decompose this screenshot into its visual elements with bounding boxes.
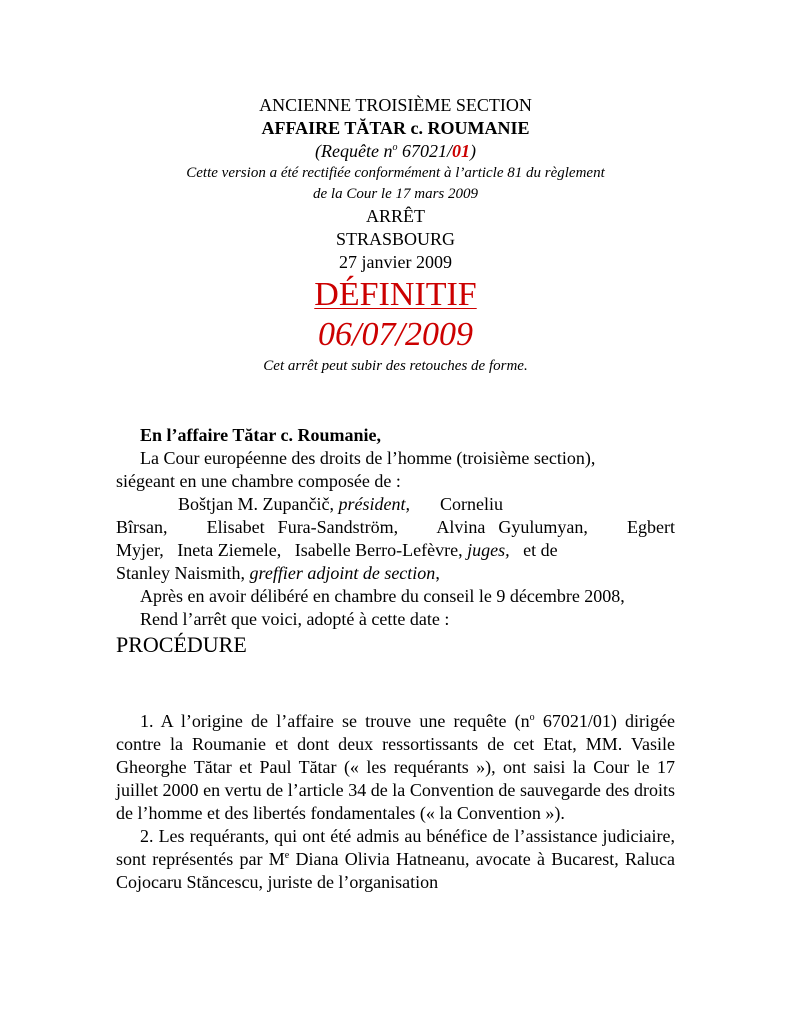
- registrar-role: greffier adjoint de section: [249, 563, 436, 583]
- procedure-section: [116, 710, 675, 894]
- court-composition-line1: La Cour européenne des droits de l’homme (troisième section),: [140, 448, 596, 468]
- registrar-name: Stanley Naismith,: [116, 563, 250, 583]
- final-status-title: DÉFINITIF: [314, 276, 477, 313]
- president-line: [116, 493, 675, 516]
- president-role: président,: [338, 494, 410, 514]
- judgment-header: [110, 94, 681, 377]
- intro-heading: En l’affaire Tătar c. Roumanie,: [140, 425, 381, 445]
- registrar-line: [116, 562, 675, 585]
- deliberation-paragraph: Après en avoir délibéré en chambre du conseil le 9 décembre 2008,: [140, 586, 625, 606]
- judgment-label: ARRÊT: [365, 206, 425, 226]
- paragraph-2: [116, 825, 675, 894]
- judges-and: et de: [509, 540, 558, 560]
- adoption-paragraph: Rend l’arrêt que voici, adopté à cette date :: [140, 609, 450, 629]
- case-title: AFFAIRE TĂTAR c. ROUMANIE: [261, 118, 530, 138]
- application-prefix: (Requête n: [315, 141, 393, 161]
- paragraph-1-rest: 67021/01) dirigée contre la Roumanie et dont deux ressortissants de cet Etat, MM. Vasile Gheorghe Tătar et Paul Tătar (« les requérants »), ont saisi la Cour le 17 juillet 2000 en vertu de l’article 34 de la Convention de sauvegarde des droits de l’homme et des libertés fondamentales (« la Convention »).: [116, 711, 675, 823]
- final-status-date: 06/07/2009: [318, 316, 473, 353]
- judges-names: Myjer, Ineta Ziemele, Isabelle Berro-Lefèvre,: [116, 540, 468, 560]
- paragraph-1-sup: o: [529, 712, 535, 723]
- judges-line2: Bîrsan, Elisabet Fura-Sandström, Alvina Gyulumyan, Egbert: [116, 517, 675, 537]
- court-composition-line2: siégeant en une chambre composée de :: [116, 471, 401, 491]
- president-name: Boštjan M. Zupančič,: [178, 494, 339, 514]
- paragraph-1-start: 1. A l’origine de l’affaire se trouve une requête (n: [140, 711, 530, 731]
- procedure-heading: PROCÉDURE: [116, 632, 247, 657]
- rectification-note-line1: Cette version a été rectifiée conformément à l’article 81 du règlement: [186, 165, 605, 181]
- rectification-note-line2: de la Cour le 17 mars 2009: [313, 186, 478, 202]
- section-name: ANCIENNE TROISIÈME SECTION: [259, 95, 532, 115]
- judges-line3: [116, 539, 675, 562]
- paragraph-2-start: 2. Les requérants, qui ont été admis au bénéfice de l’assistance judiciaire, sont représentés par M: [116, 826, 675, 869]
- judge-corneliu: Corneliu: [439, 494, 503, 514]
- application-corrected-suffix: 01: [451, 141, 470, 161]
- form-changes-note: Cet arrêt peut subir des retouches de forme.: [263, 358, 528, 374]
- registrar-end: ,: [435, 563, 440, 583]
- paragraph-1: [116, 710, 675, 825]
- judges-role: juges,: [467, 540, 510, 560]
- judgment-city: STRASBOURG: [335, 229, 456, 249]
- application-sup: o: [392, 142, 398, 153]
- paragraph-2-rest: Diana Olivia Hatneanu, avocate à Bucarest, Raluca Cojocaru Stăncescu, juriste de l’organisation: [116, 849, 675, 892]
- application-number: [110, 140, 681, 163]
- application-close: ): [469, 141, 476, 161]
- paragraph-2-sup: e: [284, 850, 290, 861]
- application-digits: 67021/: [397, 141, 452, 161]
- judgment-date: 27 janvier 2009: [339, 252, 452, 272]
- judgment-body: [116, 424, 675, 659]
